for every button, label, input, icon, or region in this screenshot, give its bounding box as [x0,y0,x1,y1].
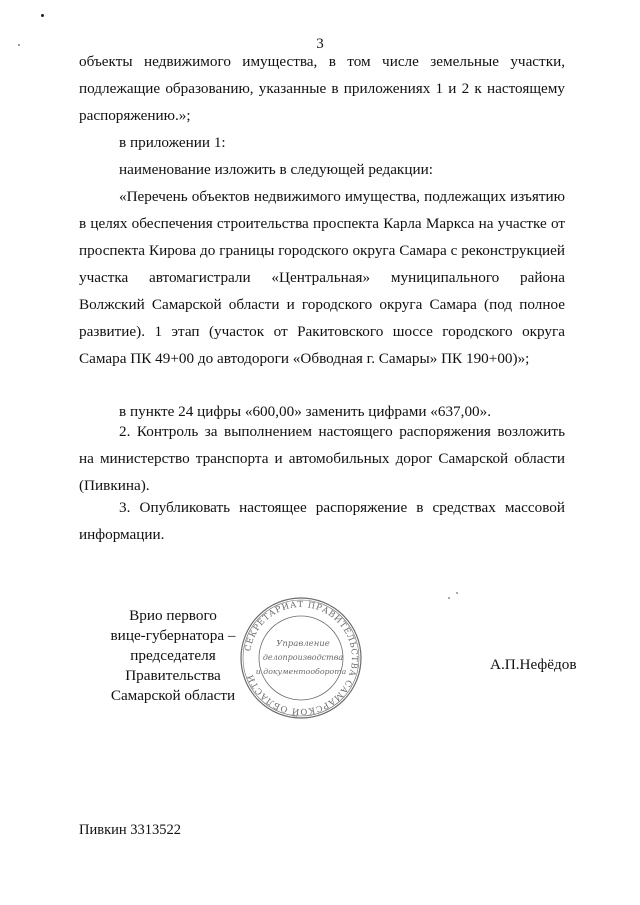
paragraph-appendix-ref: в приложении 1: [119,134,226,151]
signatory-position-line: Врио первого [129,607,217,624]
paragraph-item-24: в пункте 24 цифры «600,00» заменить цифрами «637,00». [119,403,492,420]
signatory-name: А.П.Нефёдов [490,656,577,673]
paragraph-publish: 3. Опубликовать настоящее распоряжение в средствах массовой информации. [79,499,565,543]
paragraph-control: 2. Контроль за выполнением настоящего распоряжения возложить на министерство транспорта и автомобильных дорог Самарской области (Пивкина). [79,423,565,494]
scan-speck [448,597,450,599]
signatory-position-line: председателя Правительства [125,647,221,684]
signatory-position [88,606,258,706]
stamp-center-line: и документооборота [255,667,347,676]
signatory-position-line: вице-губернатора – [110,627,236,644]
stamp-center-line: Управление [276,639,330,649]
scan-speck [456,592,458,594]
paragraph-list-title: «Перечень объектов недвижимого имущества, подлежащих изъятию в целях обеспечения строительства проспекта Карла Маркса на участке от проспекта Кирова до границы городского округа Самара с реконструкцией участка автомагистрали «Центральная» муниципального района Волжский Самарской области и городского округа Самара (под полное развитие). 1 этап (участок от Ракитовского шоссе городского округа Самара ПК 49+00 до автодороги «Обводная г. Самары» ПК 190+00)»; [79,188,565,367]
executor-footer: Пивкин 3313522 [79,822,182,838]
page-number: 3 [316,36,324,52]
stamp-ring-text: СЕКРЕТАРИАТ ПРАВИТЕЛЬСТВА САМАРСКОЙ ОБЛАСТИ [242,598,361,718]
official-stamp [239,596,363,720]
signatory-position-line: Самарской области [110,687,236,704]
paragraph-continuation: объекты недвижимого имущества, в том числе земельные участки, подлежащие образованию, указанные в приложениях 1 и 2 к настоящему распоряжению.»; [79,53,565,124]
scan-speck [41,14,44,17]
paragraph-name-edit: наименование изложить в следующей редакции: [119,161,433,178]
stamp-center-line: делопроизводства [262,653,344,662]
